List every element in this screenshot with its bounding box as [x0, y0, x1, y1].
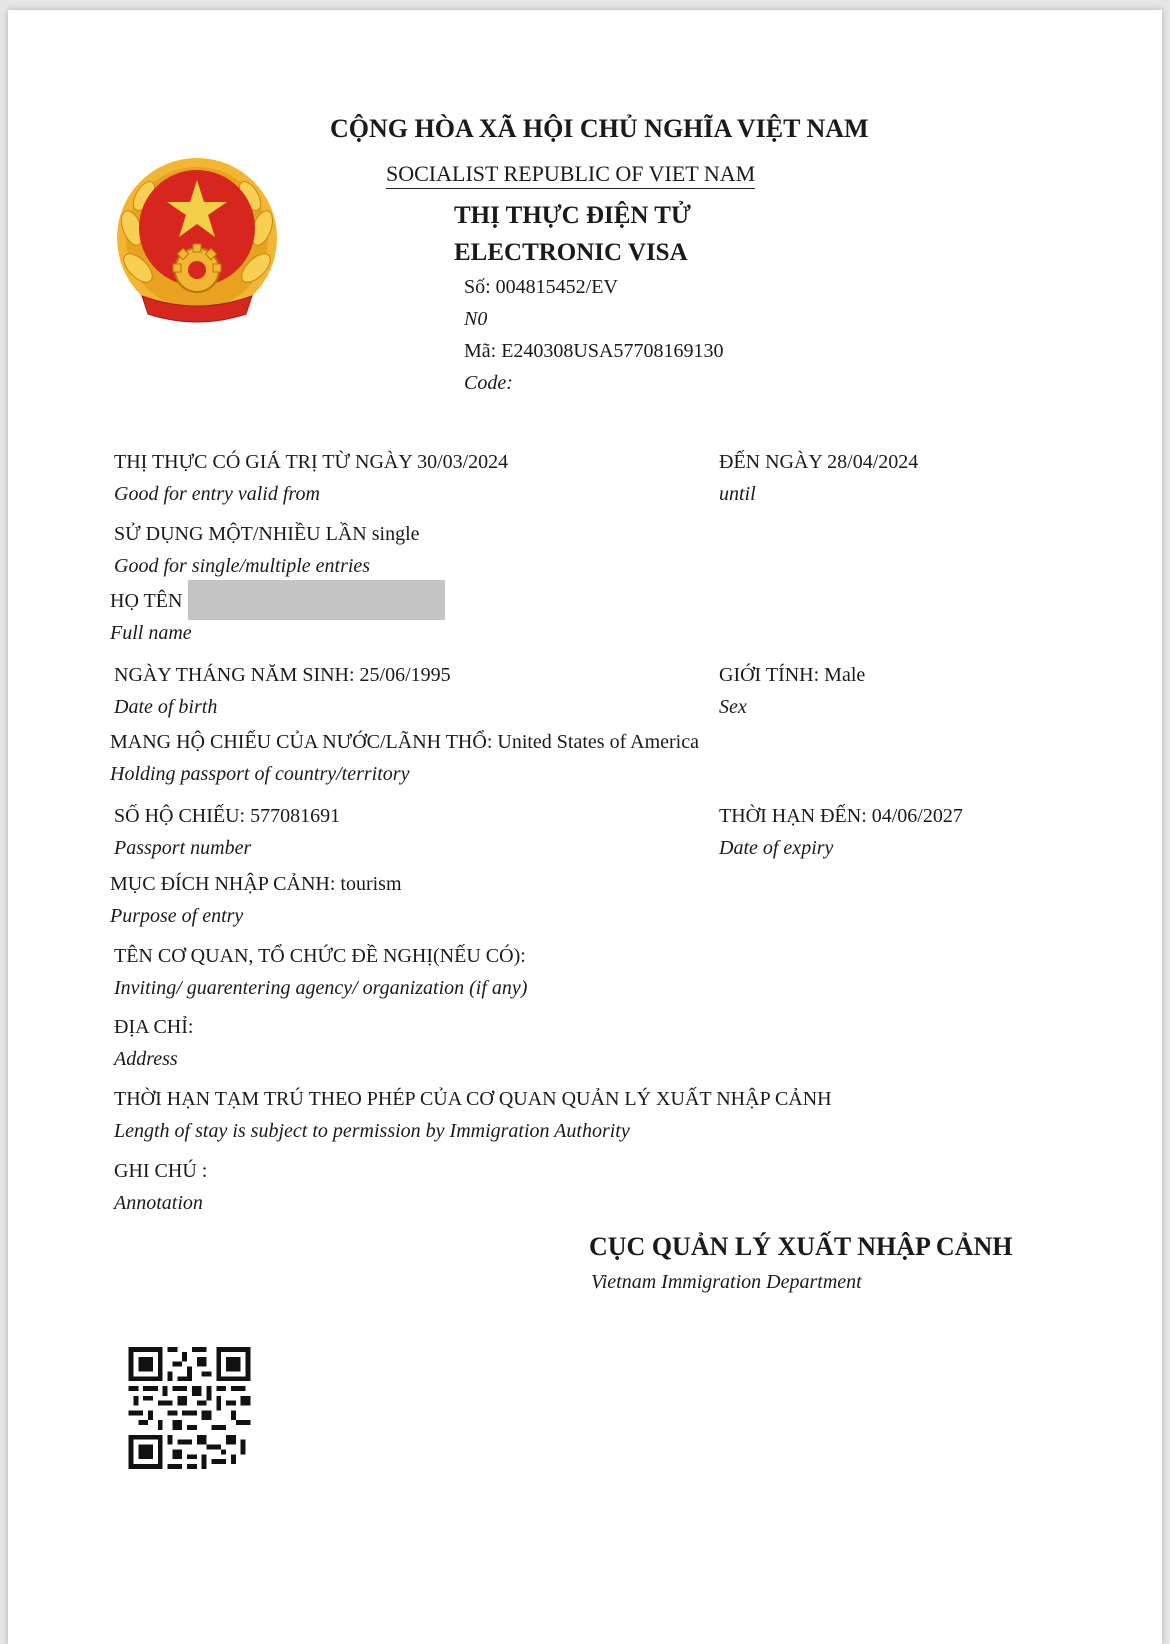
national-emblem: [114, 158, 280, 324]
purpose-label: MỤC ĐÍCH NHẬP CẢNH: tourism: [110, 873, 402, 895]
authority-name-en: Vietnam Immigration Department: [591, 1271, 862, 1293]
dob-label: NGÀY THÁNG NĂM SINH: 25/06/1995: [114, 664, 451, 686]
passport-expiry-label: THỜI HẠN ĐẾN: 04/06/2027: [719, 805, 963, 827]
stay-label: THỜI HẠN TẠM TRÚ THEO PHÉP CỦA CƠ QUAN QUẢN LÝ XUẤT NHẬP CẢNH: [114, 1088, 832, 1110]
annotation-label: GHI CHÚ :: [114, 1160, 208, 1182]
passport-country-sub: Holding passport of country/territory: [110, 763, 410, 785]
valid-from-sub: Good for entry valid from: [114, 483, 320, 505]
visa-number-sub: N0: [464, 308, 488, 330]
entries-label: SỬ DỤNG MỘT/NHIỀU LẦN single: [114, 523, 420, 545]
sex-label: GIỚI TÍNH: Male: [719, 664, 866, 686]
valid-from-label: THỊ THỰC CÓ GIÁ TRỊ TỪ NGÀY 30/03/2024: [114, 451, 509, 473]
agency-sub: Inviting/ guarentering agency/ organization (if any): [114, 977, 528, 999]
visa-code: Mã: E240308USA57708169130: [464, 340, 724, 362]
annotation-sub: Annotation: [114, 1192, 203, 1214]
purpose-sub: Purpose of entry: [110, 905, 244, 927]
country-title-vn: CỘNG HÒA XÃ HỘI CHỦ NGHĨA VIỆT NAM: [330, 114, 869, 143]
visa-document: [8, 10, 1162, 1644]
address-sub: Address: [114, 1048, 178, 1070]
agency-label: TÊN CƠ QUAN, TỔ CHỨC ĐỀ NGHỊ(NẾU CÓ):: [114, 945, 526, 967]
country-title-en: SOCIALIST REPUBLIC OF VIET NAM: [386, 161, 755, 189]
authority-name-vn: CỤC QUẢN LÝ XUẤT NHẬP CẢNH: [589, 1232, 1013, 1261]
dob-sub: Date of birth: [114, 696, 218, 718]
passport-expiry-sub: Date of expiry: [719, 837, 834, 859]
sex-sub: Sex: [719, 696, 747, 718]
stay-sub: Length of stay is subject to permission by Immigration Authority: [114, 1120, 630, 1142]
redacted-name: [188, 580, 445, 620]
qr-code: [128, 1347, 251, 1469]
entries-sub: Good for single/multiple entries: [114, 555, 371, 577]
address-label: ĐỊA CHỈ:: [114, 1016, 194, 1038]
passport-number-label: SỐ HỘ CHIẾU: 577081691: [114, 805, 341, 827]
valid-until-label: ĐẾN NGÀY 28/04/2024: [719, 451, 919, 473]
passport-number-sub: Passport number: [114, 837, 252, 859]
document-title-vn: THỊ THỰC ĐIỆN TỬ: [454, 202, 691, 229]
full-name-sub: Full name: [110, 622, 192, 644]
document-title-en: ELECTRONIC VISA: [454, 239, 688, 266]
visa-number: Số: 004815452/EV: [464, 276, 618, 298]
visa-code-sub: Code:: [464, 372, 513, 394]
passport-country-label: MANG HỘ CHIẾU CỦA NƯỚC/LÃNH THỔ: United States of America: [110, 731, 699, 753]
full-name-label: HỌ TÊN: [110, 590, 183, 612]
valid-until-sub: until: [719, 483, 756, 505]
